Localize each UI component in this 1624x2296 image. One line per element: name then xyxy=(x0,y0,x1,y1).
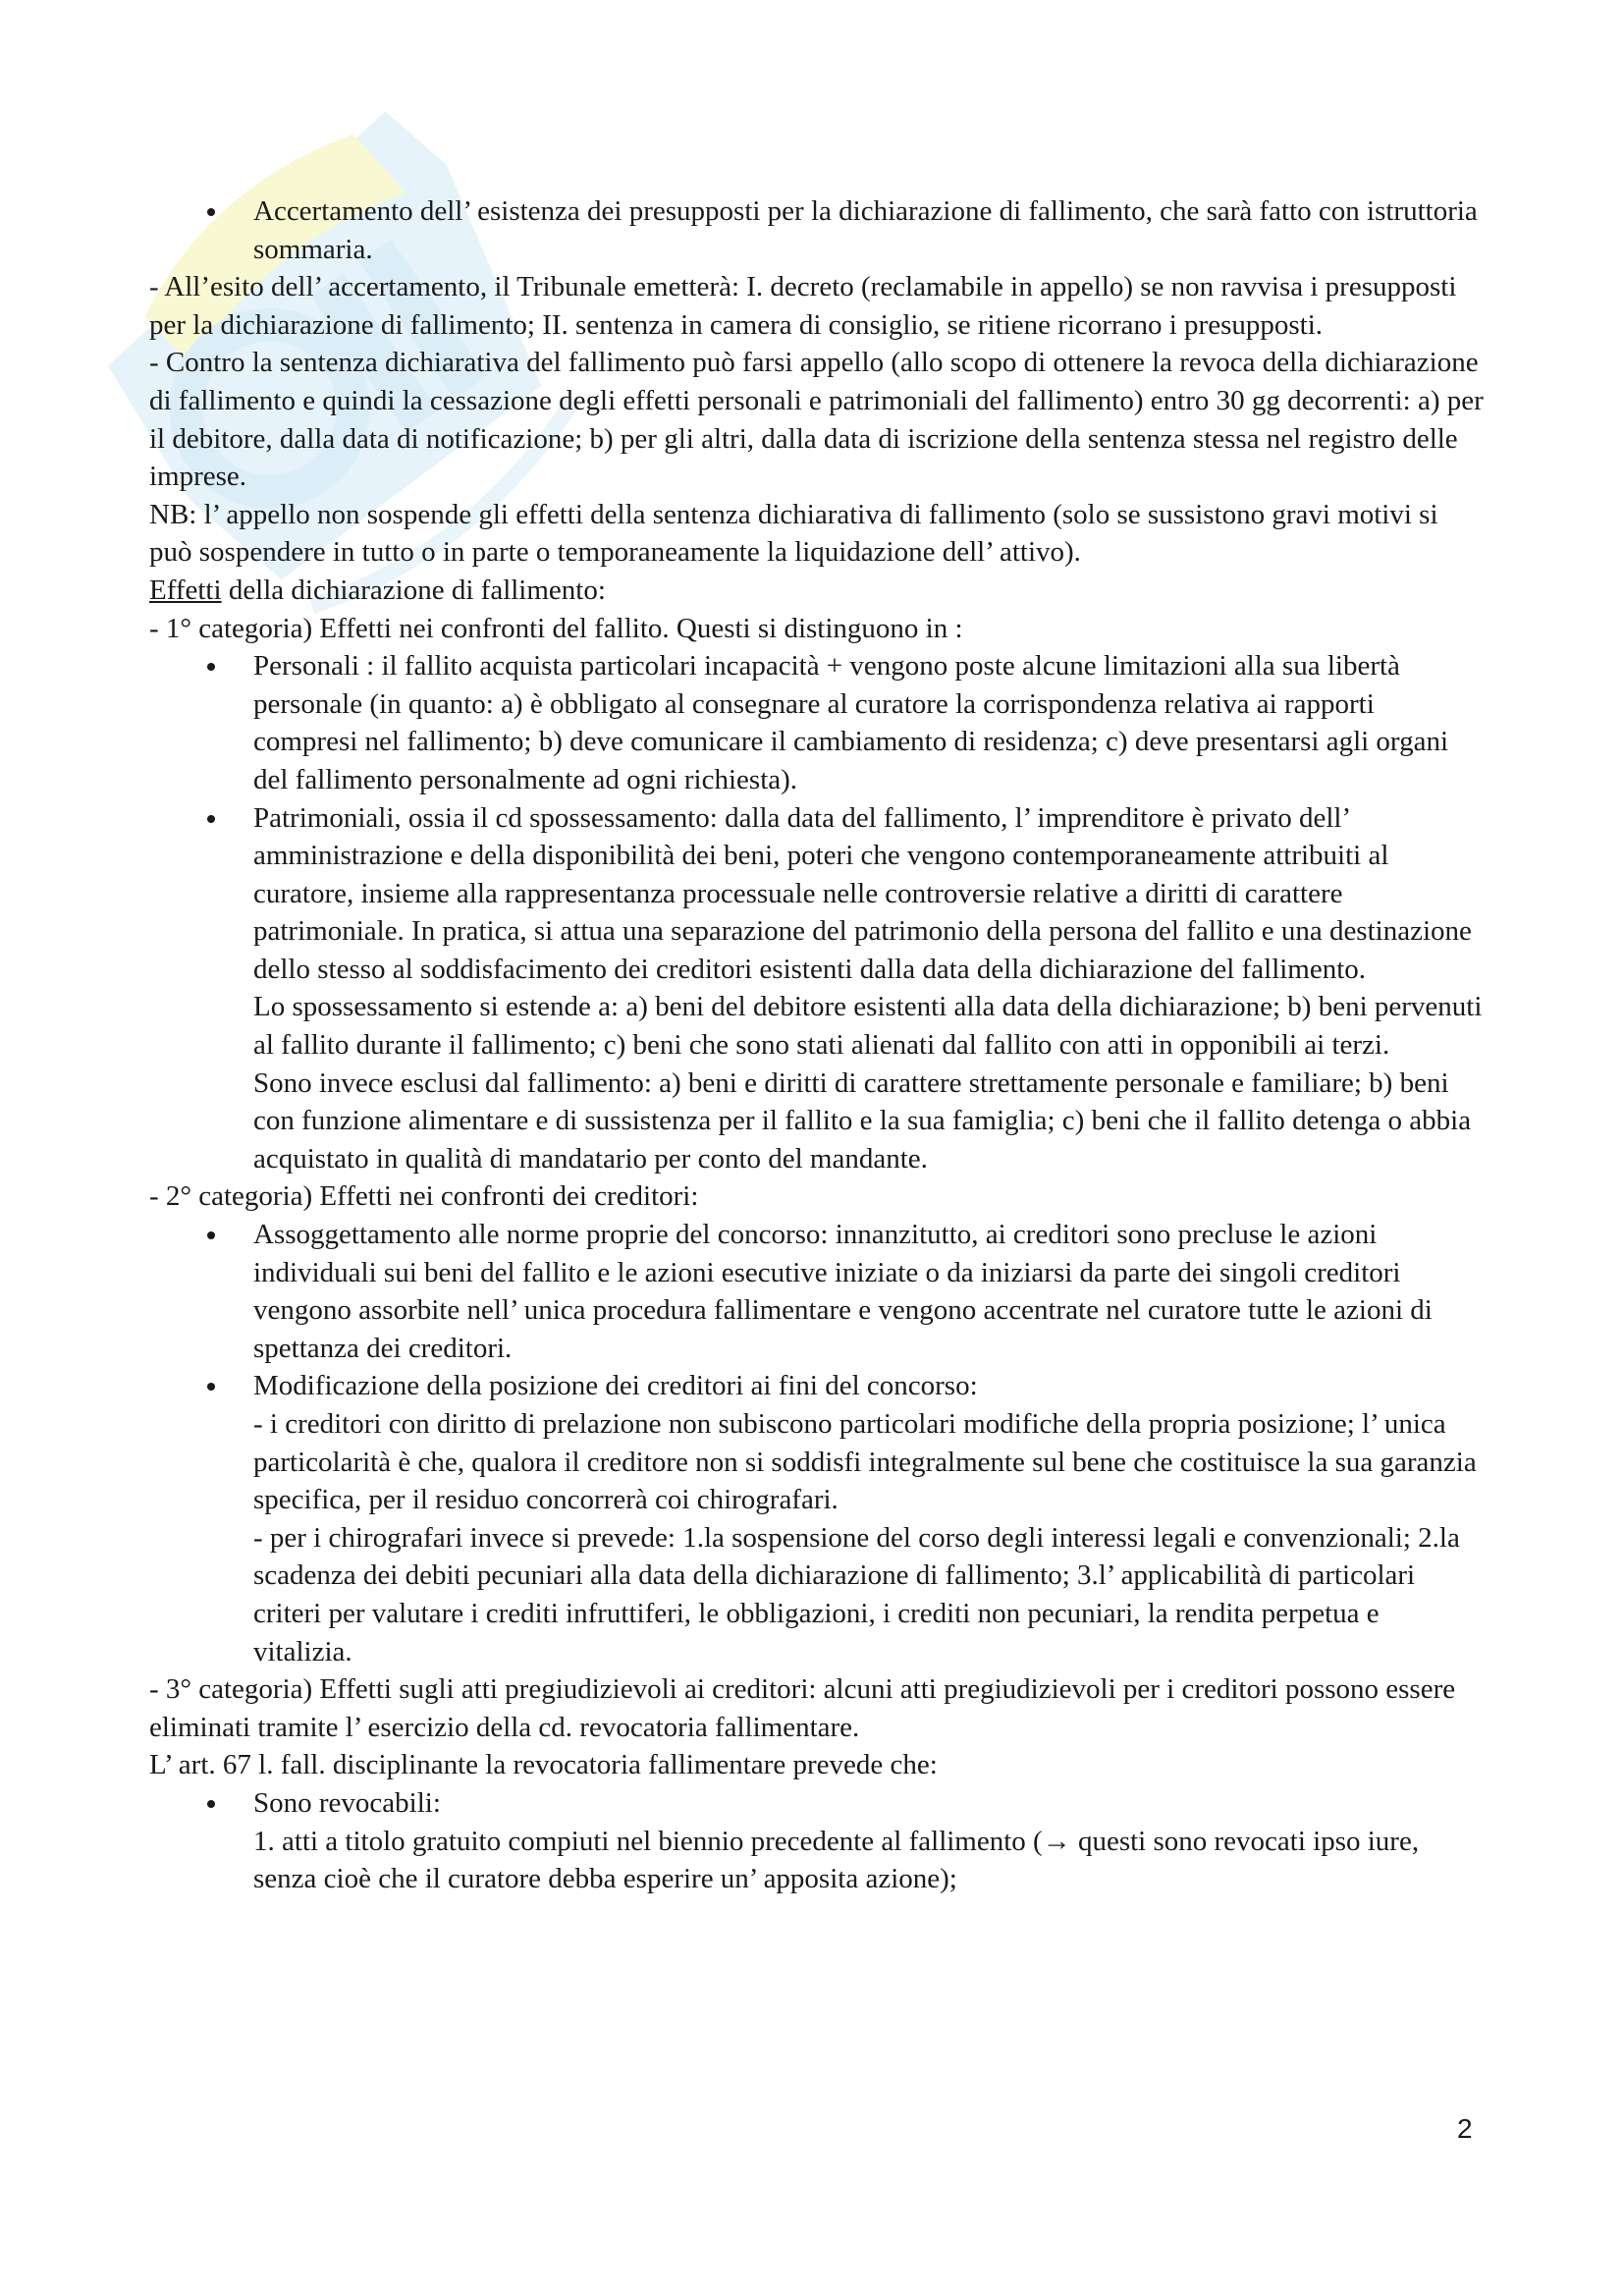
page-number: 2 xyxy=(1457,2113,1473,2144)
bullet-item: Personali : il fallito acquista particolari incapacità + vengono poste alcune limitazioni alla sua libertà personale (in quanto: a) è obbligato al consegnare al curatore la corrispondenza relativa ai rapporti compresi nel fallimento; b) deve comunicare il cambiamento di residenza; c) deve presentarsi agli organi del fallimento personalmente ad ogni richiesta). xyxy=(149,647,1485,798)
indented-paragraph: Lo spossessamento si estende a: a) beni del debitore esistenti alla data della dichiarazione; b) beni pervenuti al fallito durante il fallimento; c) beni che sono stati alienati dal fallito con atti in opponibili ai terzi. xyxy=(253,991,1483,1062)
document-body xyxy=(149,192,1485,1898)
indented-paragraph: - per i chirografari invece si prevede: 1.la sospensione del corso degli interessi legali e convenzionali; 2.la scadenza dei debiti pecuniari alla data della dichiarazione di fallimento; 3.l’ applicabilità di particolari criteri per valutare i crediti infruttiferi, le obbligazioni, i crediti non pecuniari, la rendita perpetua e vitalizia. xyxy=(253,1521,1460,1667)
bullet-item: Accertamento dell’ esistenza dei presupposti per la dichiarazione di fallimento, che sarà fatto con istruttoria sommaria. xyxy=(149,192,1485,268)
paragraph: NB: l’ appello non sospende gli effetti della sentenza dichiarativa di fallimento (solo se sussistono gravi motivi si può sospendere in tutto o in parte o temporaneamente la liquidazione dell’ attivo). xyxy=(149,498,1438,569)
paragraph: - 1° categoria) Effetti nei confronti del fallito. Questi si distinguono in : xyxy=(149,612,963,644)
paragraph: - Contro la sentenza dichiarativa del fallimento può farsi appello (allo scopo di ottenere la revoca della dichiarazione di fallimento e quindi la cessazione degli effetti personali e patrimoniali del fallimento) entro 30 gg decorrenti: a) per il debitore, dalla data di notificazione; b) per gli altri, dalla data di iscrizione della sentenza stessa nel registro delle imprese. xyxy=(149,347,1484,493)
bullet-item: Patrimoniali, ossia il cd spossessamento: dalla data del fallimento, l’ imprenditore è privato dell’ amministrazione e della disponibilità dei beni, poteri che vengono contemporaneamente attribuiti al curatore, insieme alla rappresentanza processuale nelle controversie relative a diritti di carattere patrimoniale. In pratica, si attua una separazione del patrimonio della persona del fallito e una destinazione dello stesso al soddisfacimento dei creditori esistenti dalla data della dichiarazione del fallimento. xyxy=(149,799,1485,989)
indented-paragraph: 1. atti a titolo gratuito compiuti nel biennio precedente al fallimento (→ questi sono revocati ipso iure, senza cioè che il curatore debba esperire un’ apposita azione); xyxy=(253,1825,1420,1895)
paragraph: L’ art. 67 l. fall. disciplinante la revocatoria fallimentare prevede che: xyxy=(149,1749,938,1781)
bullet-item: Assoggettamento alle norme proprie del concorso: innanzitutto, ai creditori sono precluse le azioni individuali sui beni del fallito e le azioni esecutive iniziate o da iniziarsi da parte dei singoli creditori vengono assorbite nell’ unica procedura fallimentare e vengono accentrate nel curatore tutte le azioni di spettanza dei creditori. xyxy=(149,1216,1485,1367)
indented-paragraph: - i creditori con diritto di prelazione non subiscono particolari modifiche della propria posizione; l’ unica particolarità è che, qualora il creditore non si soddisfi integralmente sul bene che costituisce la sua garanzia specifica, per il residuo concorrerà coi chirografari. xyxy=(253,1408,1477,1516)
paragraph: - 2° categoria) Effetti nei confronti dei creditori: xyxy=(149,1180,699,1213)
paragraph: Effetti della dichiarazione di fallimento: xyxy=(149,574,606,606)
paragraph: - 3° categoria) Effetti sugli atti pregiudizievoli ai creditori: alcuni atti pregiudizievoli per i creditori possono essere eliminati tramite l’ esercizio della cd. revocatoria fallimentare. xyxy=(149,1673,1456,1743)
bullet-item: Modificazione della posizione dei creditori ai fini del concorso: xyxy=(149,1367,1485,1405)
paragraph: - All’esito dell’ accertamento, il Tribunale emetterà: I. decreto (reclamabile in appello) se non ravvisa i presupposti per la dichiarazione di fallimento; II. sentenza in camera di consiglio, se ritiene ricorrano i presupposti. xyxy=(149,271,1457,341)
bullet-item: Sono revocabili: xyxy=(149,1784,1485,1823)
underlined-heading: Effetti xyxy=(149,574,222,606)
indented-paragraph: Sono invece esclusi dal fallimento: a) beni e diritti di carattere strettamente personale e familiare; b) beni con funzione alimentare e di sussistenza per il fallito e la sua famiglia; c) beni che il fallito detenga o abbia acquistato in qualità di mandatario per conto del mandante. xyxy=(253,1066,1472,1175)
